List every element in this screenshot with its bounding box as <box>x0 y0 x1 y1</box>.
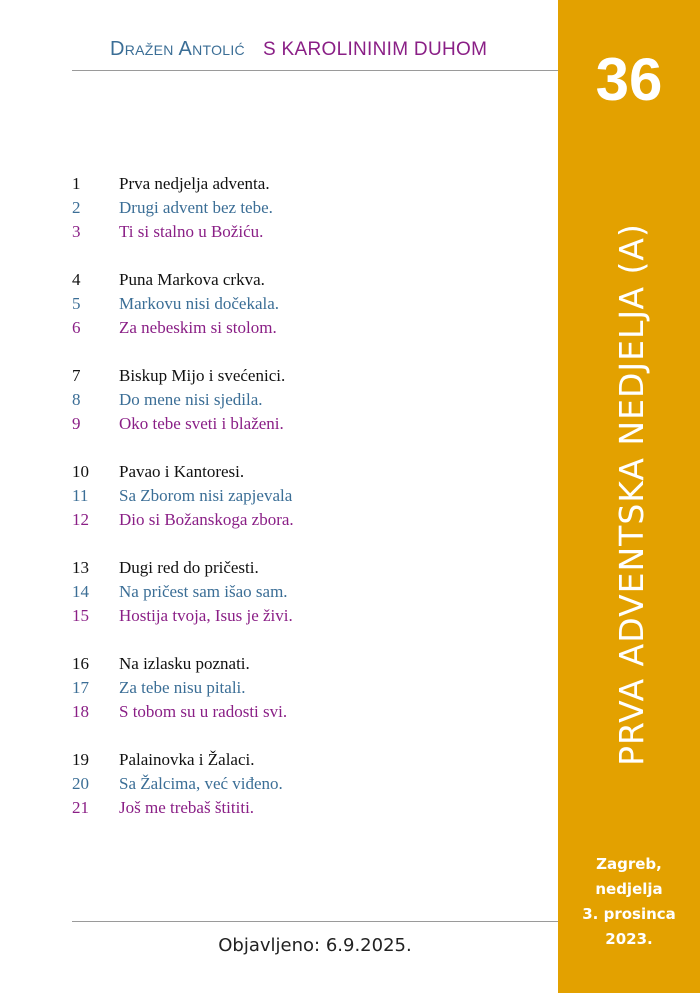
line-number: 10 <box>72 462 89 481</box>
place-line: 3. prosinca <box>582 905 676 923</box>
line-text: Drugi advent bez tebe. <box>119 198 273 217</box>
line-text: Biskup Mijo i svećenici. <box>119 366 286 385</box>
chapter-title: PRVA ADVENTSKA NEDJELJA (A) <box>611 223 651 766</box>
line-text: Za nebeskim si stolom. <box>119 318 277 337</box>
line-text: Sa Zborom nisi zapjevala <box>119 486 293 505</box>
line-number: 12 <box>72 510 89 529</box>
place-line: 2023. <box>605 930 653 948</box>
stanza <box>72 460 294 532</box>
line-number: 8 <box>72 390 81 409</box>
line-number: 2 <box>72 198 81 217</box>
line-number: 13 <box>72 558 89 577</box>
poem-line <box>72 268 294 292</box>
chapter-sidebar <box>558 0 700 993</box>
line-text: Hostija tvoja, Isus je živi. <box>119 606 293 625</box>
line-text: Na pričest sam išao sam. <box>119 582 288 601</box>
published-date: Objavljeno: 6.9.2025. <box>218 935 412 956</box>
poem-line <box>72 772 294 796</box>
chapter-title-container <box>596 182 666 807</box>
poem-line <box>72 196 294 220</box>
line-text: Puna Markova crkva. <box>119 270 265 289</box>
line-number: 7 <box>72 366 81 385</box>
chapter-number: 36 <box>595 46 663 113</box>
line-text: Oko tebe sveti i blaženi. <box>119 414 284 433</box>
poem-line <box>72 220 294 244</box>
footer-divider <box>72 921 558 922</box>
line-text: Palainovka i Žalaci. <box>119 750 255 769</box>
poem-line <box>72 388 294 412</box>
line-text: Na izlasku poznati. <box>119 654 250 673</box>
poem-line <box>72 172 294 196</box>
line-number: 9 <box>72 414 81 433</box>
poem <box>72 172 294 844</box>
poem-line <box>72 364 294 388</box>
line-number: 20 <box>72 774 89 793</box>
line-number: 15 <box>72 606 89 625</box>
author-name: Dražen Antolić <box>110 38 245 60</box>
book-title: S KAROLININIM DUHOM <box>262 39 488 60</box>
stanza <box>72 652 294 724</box>
running-header <box>72 38 558 61</box>
line-number: 16 <box>72 654 89 673</box>
poem-line <box>72 292 294 316</box>
line-number: 19 <box>72 750 89 769</box>
poem-line <box>72 580 294 604</box>
line-text: Do mene nisi sjedila. <box>119 390 263 409</box>
stanza <box>72 748 294 820</box>
stanza <box>72 556 294 628</box>
poem-line <box>72 604 294 628</box>
line-number: 14 <box>72 582 89 601</box>
line-text: Za tebe nisu pitali. <box>119 678 246 697</box>
poem-line <box>72 652 294 676</box>
stanza <box>72 268 294 340</box>
line-text: Pavao i Kantoresi. <box>119 462 245 481</box>
place-date <box>558 852 700 952</box>
line-number: 1 <box>72 174 81 193</box>
poem-line <box>72 484 294 508</box>
line-text: Prva nedjelja adventa. <box>119 174 270 193</box>
place-line: Zagreb, <box>596 855 662 873</box>
line-number: 17 <box>72 678 89 697</box>
poem-line <box>72 748 294 772</box>
poem-line <box>72 508 294 532</box>
poem-line <box>72 796 294 820</box>
poem-line <box>72 316 294 340</box>
line-number: 18 <box>72 702 89 721</box>
header-divider <box>72 70 558 71</box>
line-number: 6 <box>72 318 81 337</box>
line-text: S tobom su u radosti svi. <box>119 702 288 721</box>
poem-line <box>72 412 294 436</box>
line-number: 5 <box>72 294 81 313</box>
poem-line <box>72 676 294 700</box>
line-number: 3 <box>72 222 81 241</box>
line-text: Dugi red do pričesti. <box>119 558 259 577</box>
line-text: Ti si stalno u Božiću. <box>119 222 264 241</box>
line-text: Sa Žalcima, već viđeno. <box>119 774 283 793</box>
stanza <box>72 172 294 244</box>
stanza <box>72 364 294 436</box>
line-text: Markovu nisi dočekala. <box>119 294 280 313</box>
poem-line <box>72 700 294 724</box>
line-number: 4 <box>72 270 81 289</box>
poem-line <box>72 556 294 580</box>
line-text: Dio si Božanskoga zbora. <box>119 510 294 529</box>
place-line: nedjelja <box>595 880 663 898</box>
poem-line <box>72 460 294 484</box>
line-number: 11 <box>72 486 89 505</box>
line-text: Još me trebaš štititi. <box>119 798 255 817</box>
line-number: 21 <box>72 798 89 817</box>
